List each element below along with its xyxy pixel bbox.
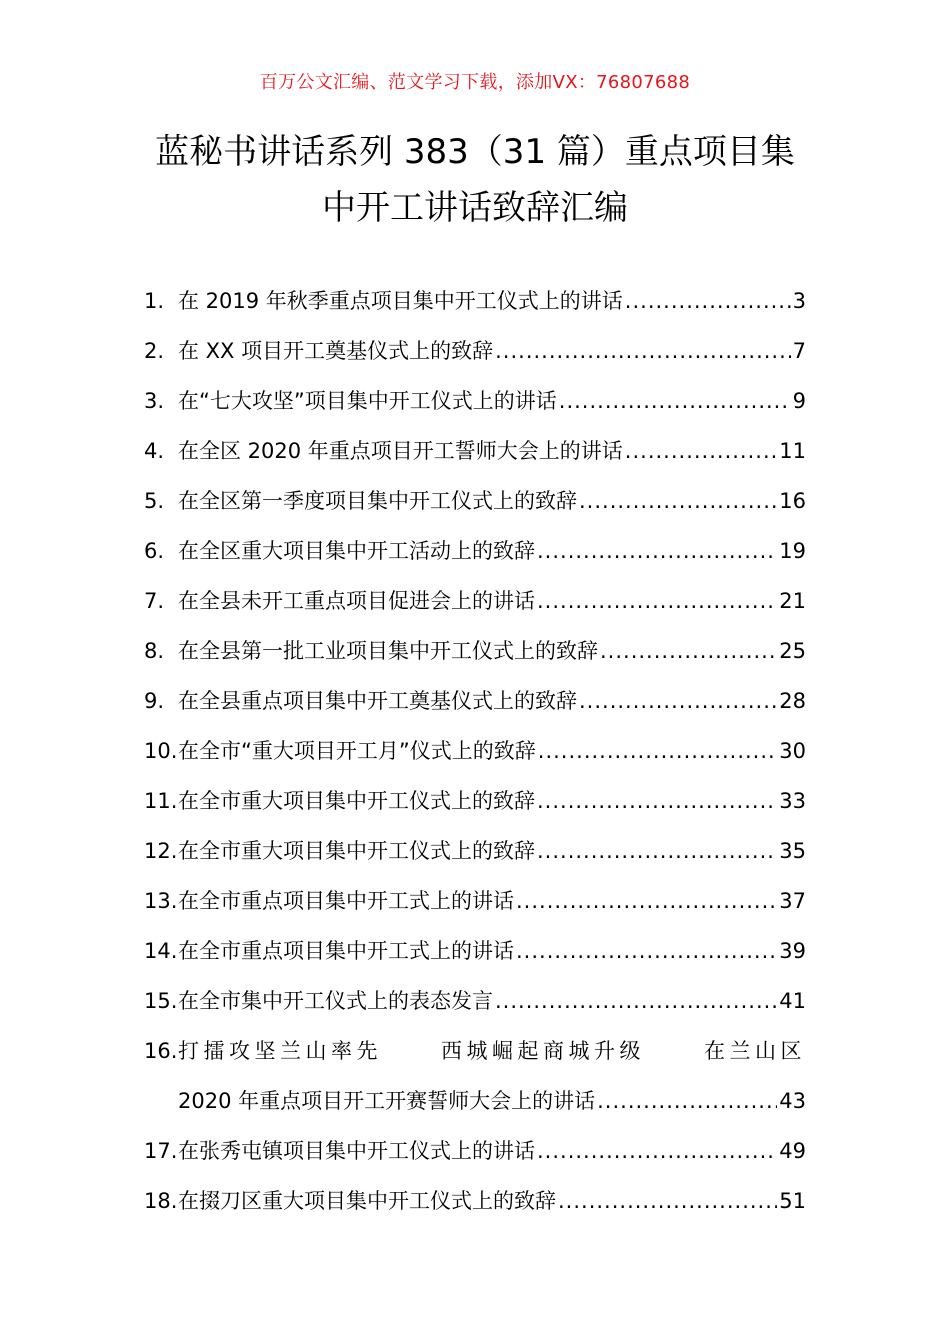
toc-item[interactable] (144, 626, 806, 676)
toc-leader-dots (579, 476, 777, 526)
toc-item-number: 16. (144, 1039, 178, 1063)
toc-item[interactable] (144, 276, 806, 326)
toc-item[interactable] (144, 426, 806, 476)
toc-item-number: 10. (144, 739, 178, 763)
toc-item[interactable] (144, 576, 806, 626)
toc-item-page: 19 (779, 539, 806, 563)
toc-item-number: 13. (144, 889, 178, 913)
toc-item-title: 在全市重点项目集中开工式上的讲话 (178, 939, 514, 963)
toc-item[interactable] (144, 1126, 806, 1176)
toc-item-title: 在全市重大项目集中开工仪式上的致辞 (178, 789, 535, 813)
toc-item-page: 25 (779, 639, 806, 663)
toc-item-page: 33 (779, 789, 806, 813)
toc-item[interactable] (144, 726, 806, 776)
toc-leader-dots (537, 576, 777, 626)
toc-item[interactable] (144, 676, 806, 726)
toc-item-number: 1. (144, 289, 165, 313)
toc-leader-dots (600, 626, 777, 676)
toc-item-number: 7. (144, 589, 165, 613)
toc-leader-dots (538, 726, 778, 776)
toc-item[interactable] (144, 1176, 806, 1226)
toc-leader-dots (537, 776, 777, 826)
toc-item[interactable] (144, 876, 806, 926)
toc-item-page: 9 (792, 389, 806, 413)
toc-item-page: 28 (779, 689, 806, 713)
toc-item-page: 37 (779, 889, 806, 913)
toc-item-title-part-3: 在兰山区 (704, 1039, 806, 1063)
toc-item-number: 14. (144, 939, 178, 963)
toc-item[interactable] (144, 776, 806, 826)
toc-item[interactable] (144, 976, 806, 1026)
toc-item[interactable] (144, 376, 806, 426)
toc-item-title-part-2: 西城崛起商城升级 (441, 1039, 645, 1063)
toc-item-title: 在 XX 项目开工奠基仪式上的致辞 (178, 339, 494, 363)
toc-leader-dots (495, 976, 777, 1026)
toc-item-title (178, 1026, 806, 1076)
toc-item[interactable] (144, 526, 806, 576)
toc-item[interactable] (144, 826, 806, 876)
table-of-contents (144, 276, 806, 1226)
toc-item-page: 41 (779, 989, 806, 1013)
toc-item-title: 在全区第一季度项目集中开工仪式上的致辞 (178, 489, 577, 513)
toc-leader-dots (537, 826, 777, 876)
toc-leader-dots (495, 326, 791, 376)
toc-item-title: 在全区 2020 年重点项目开工誓师大会上的讲话 (178, 439, 623, 463)
title-line-2: 中开工讲话致辞汇编 (322, 188, 628, 228)
toc-item-page: 39 (779, 939, 806, 963)
document-title (100, 124, 850, 236)
toc-item[interactable] (144, 476, 806, 526)
toc-item-number: 18. (144, 1189, 178, 1213)
toc-item-page: 3 (792, 289, 806, 313)
toc-item-number: 6. (144, 539, 165, 563)
toc-item-number: 3. (144, 389, 165, 413)
toc-item-title: 在全市“重大项目开工月”仪式上的致辞 (178, 739, 536, 763)
toc-item-multiline[interactable] (144, 1026, 806, 1126)
toc-item-title: 在全县重点项目集中开工奠基仪式上的致辞 (178, 689, 577, 713)
toc-item-line-2 (144, 1076, 806, 1126)
toc-item-number: 4. (144, 439, 165, 463)
toc-item-line-1 (144, 1026, 806, 1076)
toc-leader-dots (516, 926, 777, 976)
toc-item-page: 51 (779, 1189, 806, 1213)
toc-leader-dots (559, 376, 791, 426)
toc-item-title: 在全市集中开工仪式上的表态发言 (178, 989, 493, 1013)
toc-item-title-continued: 2020 年重点项目开工开赛誓师大会上的讲话 (178, 1089, 596, 1113)
toc-item[interactable] (144, 326, 806, 376)
toc-item-number: 17. (144, 1139, 178, 1163)
toc-item-title: 在 2019 年秋季重点项目集中开工仪式上的讲话 (178, 289, 623, 313)
toc-item-title: 在全区重大项目集中开工活动上的致辞 (178, 539, 535, 563)
toc-leader-dots (516, 876, 777, 926)
toc-item-number: 11. (144, 789, 178, 813)
toc-leader-dots (625, 426, 777, 476)
toc-leader-dots (625, 276, 791, 326)
toc-item-title: 在掇刀区重大项目集中开工仪式上的致辞 (178, 1189, 556, 1213)
toc-item-page: 30 (779, 739, 806, 763)
toc-item-title: 在全县未开工重点项目促进会上的讲话 (178, 589, 535, 613)
toc-item-page: 35 (779, 839, 806, 863)
toc-item-page: 16 (779, 489, 806, 513)
toc-leader-dots (579, 676, 777, 726)
toc-item[interactable] (144, 926, 806, 976)
toc-item-page: 21 (779, 589, 806, 613)
toc-item-number: 12. (144, 839, 178, 863)
toc-item-title: 在张秀屯镇项目集中开工仪式上的讲话 (178, 1139, 535, 1163)
toc-item-number: 5. (144, 489, 165, 513)
toc-item-number: 15. (144, 989, 178, 1013)
toc-item-title-part-1: 打擂攻坚兰山率先 (178, 1039, 382, 1063)
toc-leader-dots (597, 1076, 777, 1126)
title-line-1: 蓝秘书讲话系列 383（31 篇）重点项目集 (155, 132, 795, 172)
toc-item-title: 在全县第一批工业项目集中开工仪式上的致辞 (178, 639, 598, 663)
toc-item-title: 在“七大攻坚”项目集中开工仪式上的讲话 (178, 389, 557, 413)
toc-item-page: 49 (779, 1139, 806, 1163)
toc-leader-dots (558, 1176, 777, 1226)
toc-item-number: 2. (144, 339, 165, 363)
toc-item-page: 7 (792, 339, 806, 363)
toc-item-number: 8. (144, 639, 165, 663)
toc-leader-dots (537, 1126, 777, 1176)
header-note: 百万公文汇编、范文学习下载，添加VX：76807688 (259, 72, 691, 93)
toc-leader-dots (537, 526, 777, 576)
toc-item-number: 9. (144, 689, 165, 713)
toc-item-title: 在全市重大项目集中开工仪式上的致辞 (178, 839, 535, 863)
toc-item-title: 在全市重点项目集中开工式上的讲话 (178, 889, 514, 913)
toc-item-page: 43 (779, 1089, 806, 1113)
toc-item-page: 11 (779, 439, 806, 463)
